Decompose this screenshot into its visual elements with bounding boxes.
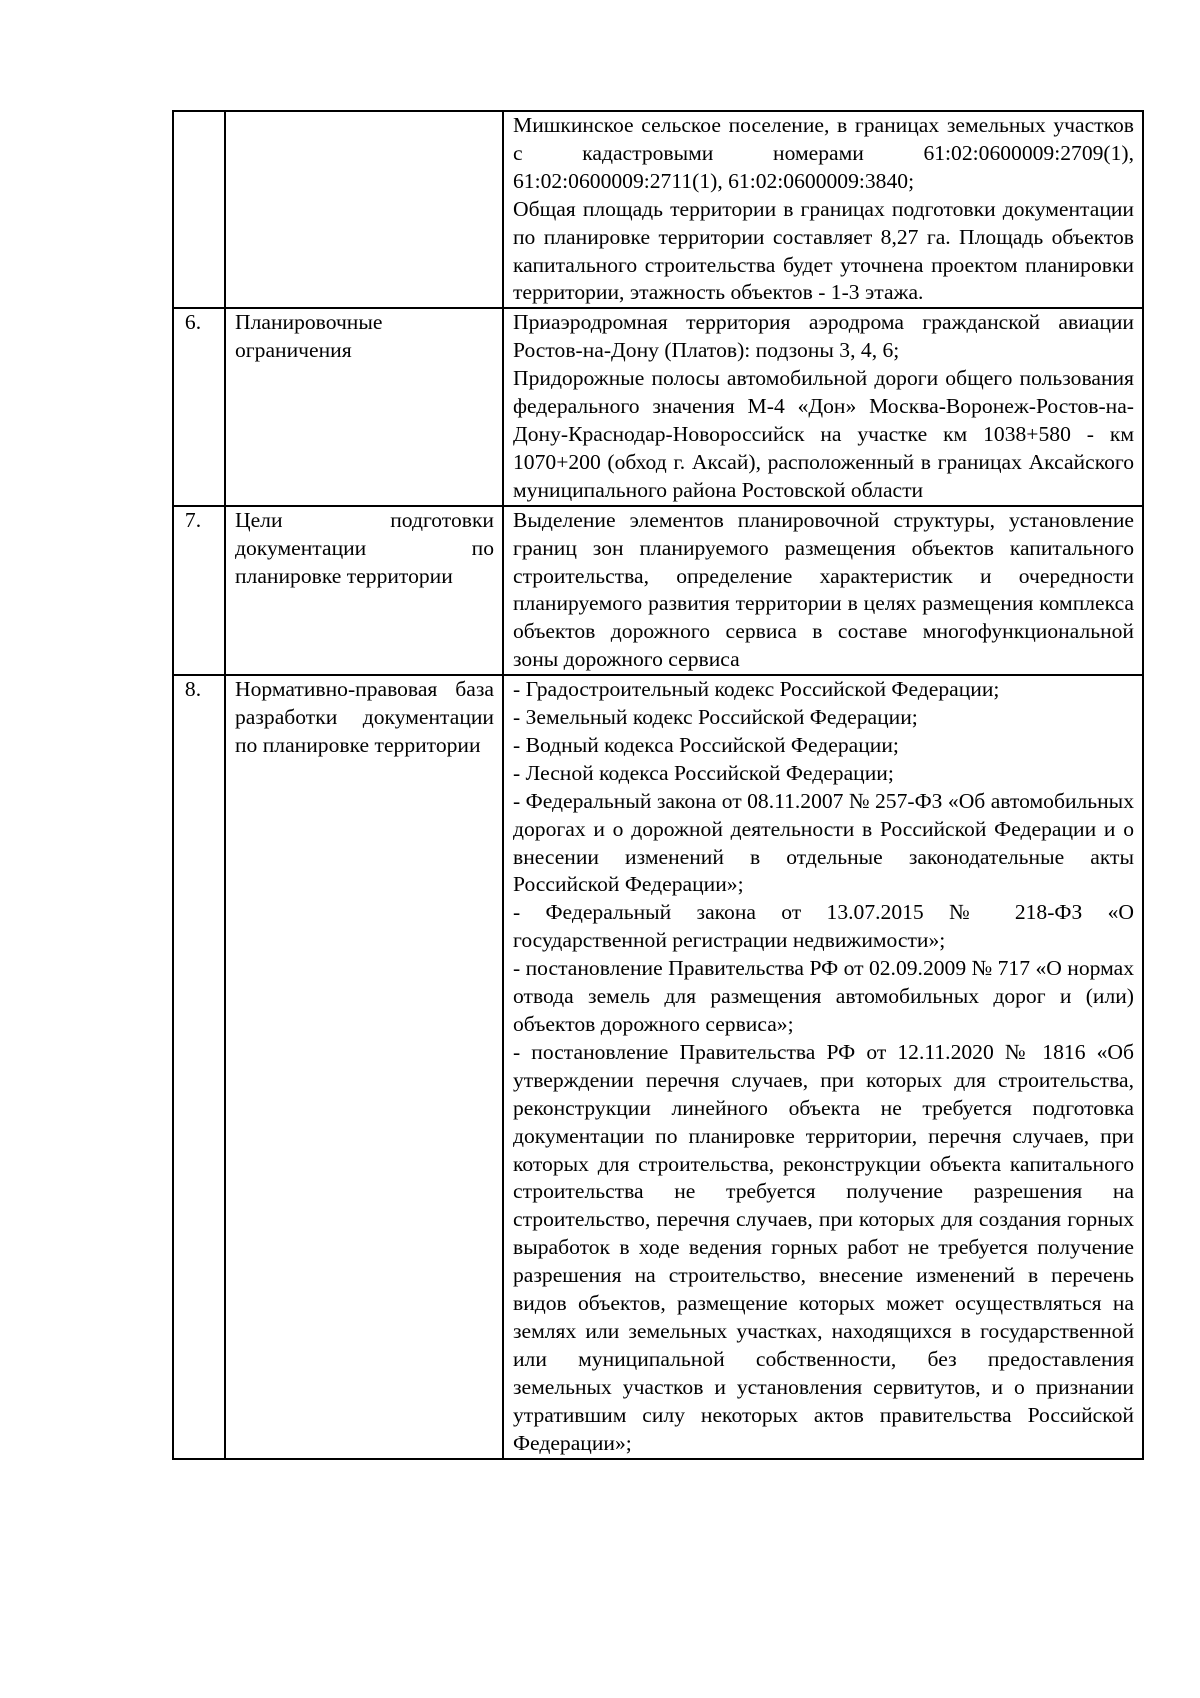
table-row [173, 111, 1143, 308]
table-row [173, 506, 1143, 675]
row-number: 7. [173, 506, 225, 675]
value-paragraph: Мишкинское сельское поселение, в границах земельных участков с кадастровыми номерами 61:02:0600009:2709(1), 61:02:0600009:2711(1), 61:02:0600009:3840; [513, 113, 1134, 193]
value-paragraph: Приаэродромная территория аэродрома гражданской авиации Ростов-на-Дону (Платов): подзоны 3, 4, 6; [513, 310, 1134, 363]
row-parameter-name: Планировочные ограничения [225, 308, 503, 505]
value-paragraph: - Федеральный закона от 08.11.2007 № 257-ФЗ «Об автомобильных дорогах и о дорожной деятельности в Российской Федерации и о внесении изменений в отдельные законодательные акты Российской Федерации»; [513, 788, 1134, 897]
row-number [173, 111, 225, 308]
value-paragraph: - постановление Правительства РФ от 02.09.2009 № 717 «О нормах отвода земель для размещения автомобильных дорог и (или) объектов дорожного сервиса»; [513, 956, 1134, 1036]
value-paragraph: Выделение элементов планировочной структуры, установление границ зон планируемого размещения объектов капитального строительства, определение характеристик и очередности планируемого развития территории в целях размещения комплекса объектов дорожного сервиса в составе многофункциональной зоны дорожного сервиса [513, 507, 1134, 672]
row-parameter-value [503, 675, 1143, 1458]
row-number: 6. [173, 308, 225, 505]
value-paragraph: - Лесной кодекса Российской Федерации; [513, 760, 894, 785]
row-parameter-value [503, 111, 1143, 308]
row-parameter-value [503, 506, 1143, 675]
row-number: 8. [173, 675, 225, 1458]
document-table [172, 110, 1144, 1460]
table-row [173, 675, 1143, 1458]
row-parameter-value [503, 308, 1143, 505]
table-row [173, 308, 1143, 505]
value-paragraph: Придорожные полосы автомобильной дороги общего пользования федерального значения М-4 «Дон» Москва-Воронеж-Ростов-на-Дону-Краснодар-Новороссийск на участке км 1038+580 - км 1070+200 (обход г. Аксай), расположенный в границах Аксайского муниципального района Ростовской области [513, 366, 1134, 502]
value-paragraph: - Земельный кодекс Российской Федерации; [513, 705, 918, 730]
row-parameter-name [225, 111, 503, 308]
value-paragraph: - Федеральный закона от 13.07.2015 № 218-ФЗ «О государственной регистрации недвижимости»; [513, 900, 1134, 953]
row-parameter-name: Цели подготовки документации по планировке территории [225, 506, 503, 675]
value-paragraph: Общая площадь территории в границах подготовки документации по планировке территории составляет 8,27 га. Площадь объектов капитального строительства будет уточнена проектом планировки территории, этажность объектов - 1-3 этажа. [513, 196, 1134, 305]
value-paragraph: - Градостроительный кодекс Российской Федерации; [513, 677, 1000, 702]
value-paragraph: - постановление Правительства РФ от 12.11.2020 № 1816 «Об утверждении перечня случаев, при которых для строительства, реконструкции линейного объекта не требуется подготовка документации по планировке территории, перечня случаев, при которых для строительства, реконструкции объекта капитального строительства не требуется получение разрешения на строительство, перечня случаев, при которых для создания горных выработок в ходе ведения горных работ не требуется получение разрешения на строительство, внесение изменений в перечень видов объектов, размещение которых может осуществляться на землях или земельных участках, находящихся в государственной или муниципальной собственности, без предоставления земельных участков и установления сервитутов, и о признании утратившим силу некоторых актов правительства Российской Федерации»; [513, 1039, 1134, 1455]
value-paragraph: - Водный кодекса Российской Федерации; [513, 732, 899, 757]
row-parameter-name: Нормативно-правовая база разработки документации по планировке территории [225, 675, 503, 1458]
